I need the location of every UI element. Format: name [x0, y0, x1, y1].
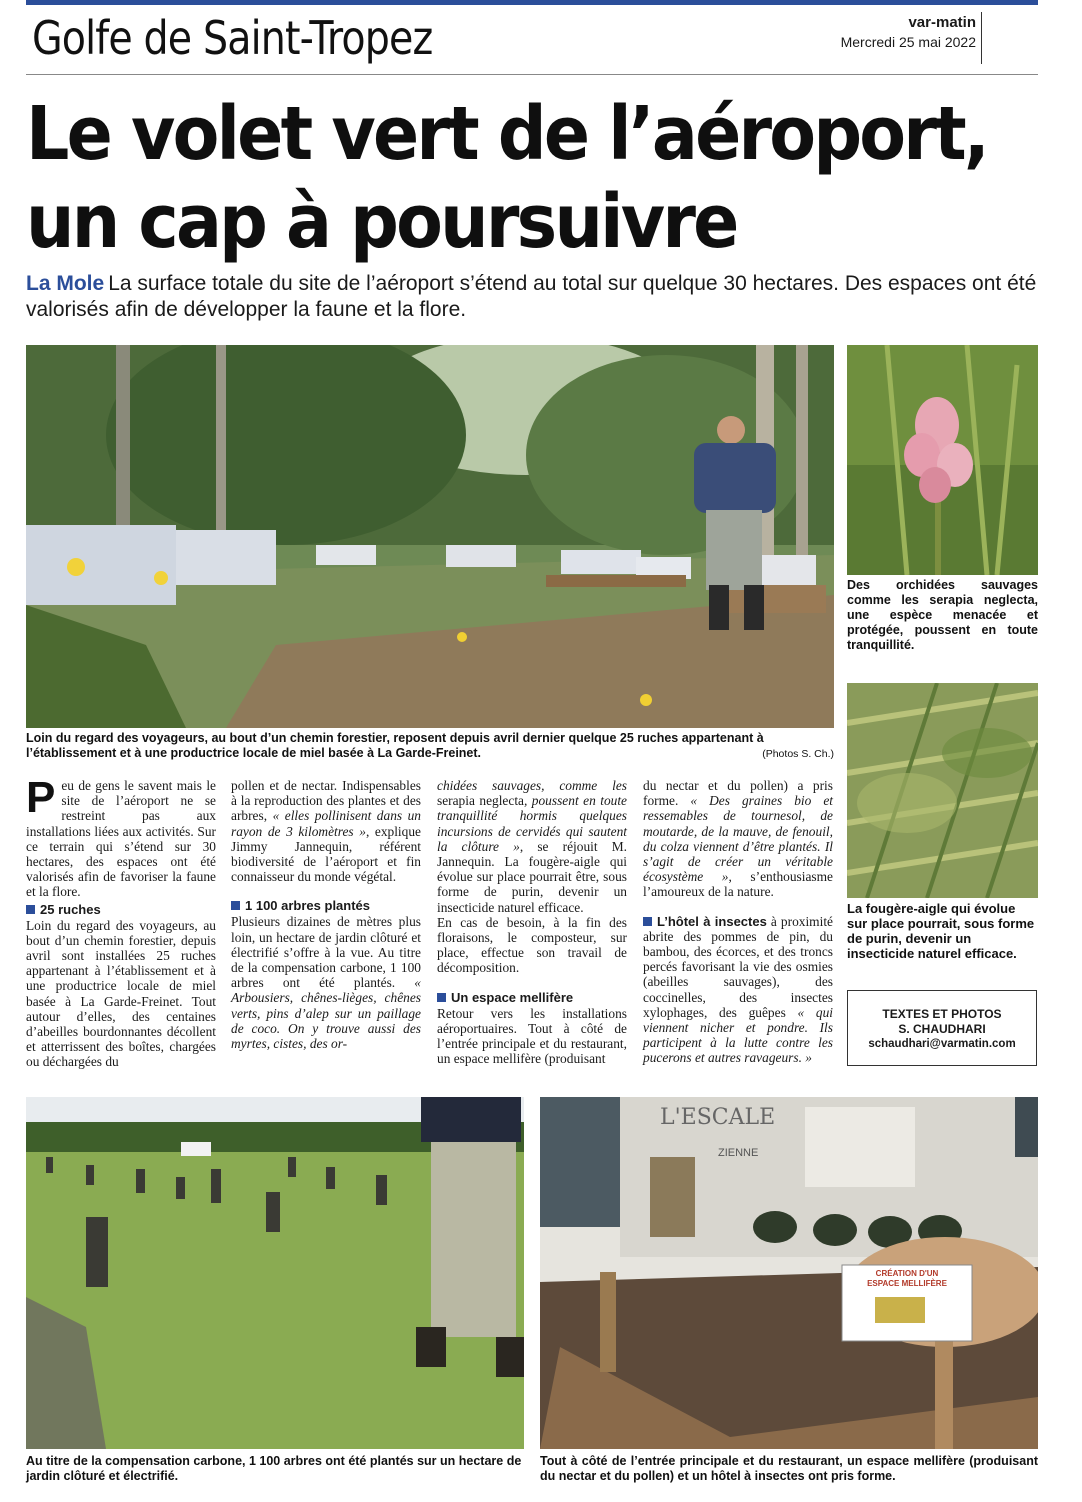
body-text: Plusieurs dizaines de mètres plus loin, un hectare de jardin clôturé et électrifié s’offre à la vue. Au titre de la compensation carbone, 1 100 arbres ont été plantés. — [231, 914, 421, 991]
subhead-hotel-insectes: L’hôtel à insectes — [657, 913, 767, 929]
garden-caption: Tout à côté de l’entrée principale et du restaurant, un espace mellifère (produisant du nectar et du pollen) et un hôtel à insectes ont pris forme. — [540, 1454, 1038, 1483]
orchid-caption: Des orchidées sauvages comme les serapia neglecta, une espèce menacée et protégée, poussent en toute tranquillité. — [847, 578, 1038, 652]
credits-email: schaudhari@varmatin.com — [868, 1038, 1016, 1050]
subhead-espace-mellifere — [437, 990, 627, 1006]
subhead-text: Un espace mellifère — [451, 989, 574, 1005]
subhead-text: 1 100 arbres plantés — [245, 898, 371, 914]
subhead-square-icon — [26, 905, 35, 914]
body-column-3 — [437, 778, 627, 1066]
body-column-2 — [231, 778, 421, 1051]
body-paragraph: Loin du regard des voyageurs, au bout d’un chemin forestier, depuis avril sont installées 25 ruches appartenant à l’établissement et à une productrice locale de miel basée à La Garde-Freinet. Tout autour d’elles, des centaines d’abeilles bourdonnantes décollent et atterrissent des boîtes, chargées ou déchargées du — [26, 917, 216, 1070]
orchid-photo — [847, 345, 1038, 575]
fern-photo — [847, 683, 1038, 898]
intro-paragraph — [26, 773, 216, 900]
author-credits-box — [847, 990, 1037, 1066]
subhead-25-ruches — [26, 902, 216, 918]
subhead-square-icon — [643, 917, 652, 926]
body-paragraph: Retour vers les installations aéroportuaires. Tout à côté de l’entrée principale et du restaurant, un espace mellifère (produisant — [437, 1005, 627, 1067]
location-label: La Mole — [26, 272, 105, 295]
publication-date: Mercredi 25 mai 2022 — [840, 34, 976, 50]
headline — [26, 90, 987, 266]
newspaper-name: var-matin — [908, 14, 976, 31]
body-paragraph — [231, 778, 421, 884]
building-sign: L'ESCALE — [660, 1105, 776, 1130]
section-title: Golfe de Saint-Tropez — [32, 11, 433, 65]
subhead-square-icon — [437, 993, 446, 1002]
body-text: , s’enthousiasme l’amoureux de la nature. — [643, 869, 833, 900]
panel-line-1: CRÉATION D'UN — [875, 1269, 939, 1278]
mellifere-panel-text — [842, 1269, 972, 1289]
quote-text: « qui viennent nicher et pondre. Ils participent à la lutte contre les pucerons et autres ravageurs. » — [643, 1004, 833, 1066]
header-divider — [981, 12, 982, 64]
intro-text: eu de gens le savent mais le site de l’aéroport ne se restreint pas aux installations liées aux activités. Sur ce terrain qui s’étend sur 30 hectares, des espaces ont été valorisés afin de favoriser la faune et la flore. — [26, 778, 216, 900]
standfirst-text: La surface totale du site de l’aéroport s’étend au total sur quelque 30 hectares. Des espaces ont été valorisés afin de développer la faune et la flore. — [26, 272, 1037, 321]
credits-author: S. CHAUDHARI — [898, 1022, 986, 1036]
body-text: serapia neglecta — [437, 793, 524, 809]
top-accent-bar — [26, 0, 1038, 5]
headline-line-2: un cap à poursuivre — [26, 179, 737, 265]
panel-line-2: ESPACE MELLIFÈRE — [867, 1279, 947, 1288]
body-paragraph — [231, 914, 421, 1051]
body-column-1 — [26, 773, 216, 1070]
body-paragraph — [643, 914, 833, 1066]
building-sign-sub: ZIENNE — [718, 1147, 759, 1159]
body-paragraph — [437, 778, 627, 915]
main-photo-beehives — [26, 345, 834, 728]
body-paragraph: En cas de besoin, à la fin des floraisons, le composteur, sur place, effectue son travail de décomposition. — [437, 914, 627, 976]
header-rule — [26, 74, 1038, 75]
beehives-illustration — [26, 345, 834, 728]
standfirst — [26, 271, 1038, 323]
body-text: à proximité abrite des pommes de pin, du bambou, des écorces, et des troncs percés favorisant la vie des osmies (abeilles sauvages), des coccinelles, des insectes xylophages, des guêpes — [643, 913, 833, 1020]
garden-photo — [540, 1097, 1038, 1449]
body-column-4 — [643, 778, 833, 1066]
subhead-text: 25 ruches — [40, 901, 101, 917]
main-caption-text: Loin du regard des voyageurs, au bout d’un chemin forestier, reposent depuis avril dernier quelque 25 ruches appartenant à l’établissement et à une productrice locale de miel basée à La Garde-Freinet. — [26, 731, 764, 760]
body-text: du nectar et du pollen) a pris forme. — [643, 778, 833, 809]
body-text: , se réjouit M. Jannequin. La fougère-aigle qui évolue sur place pourrait être, sous forme de purin, devenir un insecticide naturel efficace. — [437, 838, 627, 915]
body-paragraph — [643, 778, 833, 900]
quote-text: , poussent en toute tranquillité hormis quelques incursions de cervidés qui sautent la clôture » — [437, 793, 627, 854]
orchid-illustration — [847, 345, 1038, 575]
trees-caption: Au titre de la compensation carbone, 1 100 arbres ont été plantés sur un hectare de jardin clôturé et électrifié. — [26, 1454, 522, 1483]
fern-illustration — [847, 683, 1038, 898]
quote-text: chidées sauvages, comme les — [437, 778, 627, 793]
quote-text: « Arbousiers, chênes-lièges, chênes verts, pins d’alep sur un paillage de coco. On y trouve aussi des myrtes, cistes, des or- — [231, 975, 421, 1052]
trees-photo — [26, 1097, 524, 1449]
quote-text: « elles pollinisent dans un rayon de 3 kilomètres » — [231, 808, 421, 839]
photo-credit: (Photos S. Ch.) — [762, 748, 834, 760]
subhead-square-icon — [231, 901, 240, 910]
fern-caption: La fougère-aigle qui évolue sur place pourrait, sous forme de purin, devenir un insecticide naturel efficace. — [847, 901, 1035, 961]
main-photo-caption — [26, 731, 834, 762]
trees-illustration — [26, 1097, 524, 1449]
credits-line-1: TEXTES ET PHOTOS — [882, 1007, 1002, 1021]
headline-line-1: Le volet vert de l’aéroport, — [26, 91, 988, 177]
body-text: , explique Jimmy Jannequin, référent biodiversité de l’aéroport et fin connaisseur du monde végétal. — [231, 823, 421, 885]
subhead-arbres — [231, 898, 421, 914]
drop-cap: P — [26, 773, 56, 822]
body-text: pollen et de nectar. Indispensables à la reproduction des plantes et des arbres, — [231, 778, 421, 824]
quote-text: « Des graines bio et ressemables de tournesol, de moutarde, de la mauve, de fenouil, du colza viennent d’être plantés. Il s’agit de créer un véritable écosystème » — [643, 793, 834, 885]
